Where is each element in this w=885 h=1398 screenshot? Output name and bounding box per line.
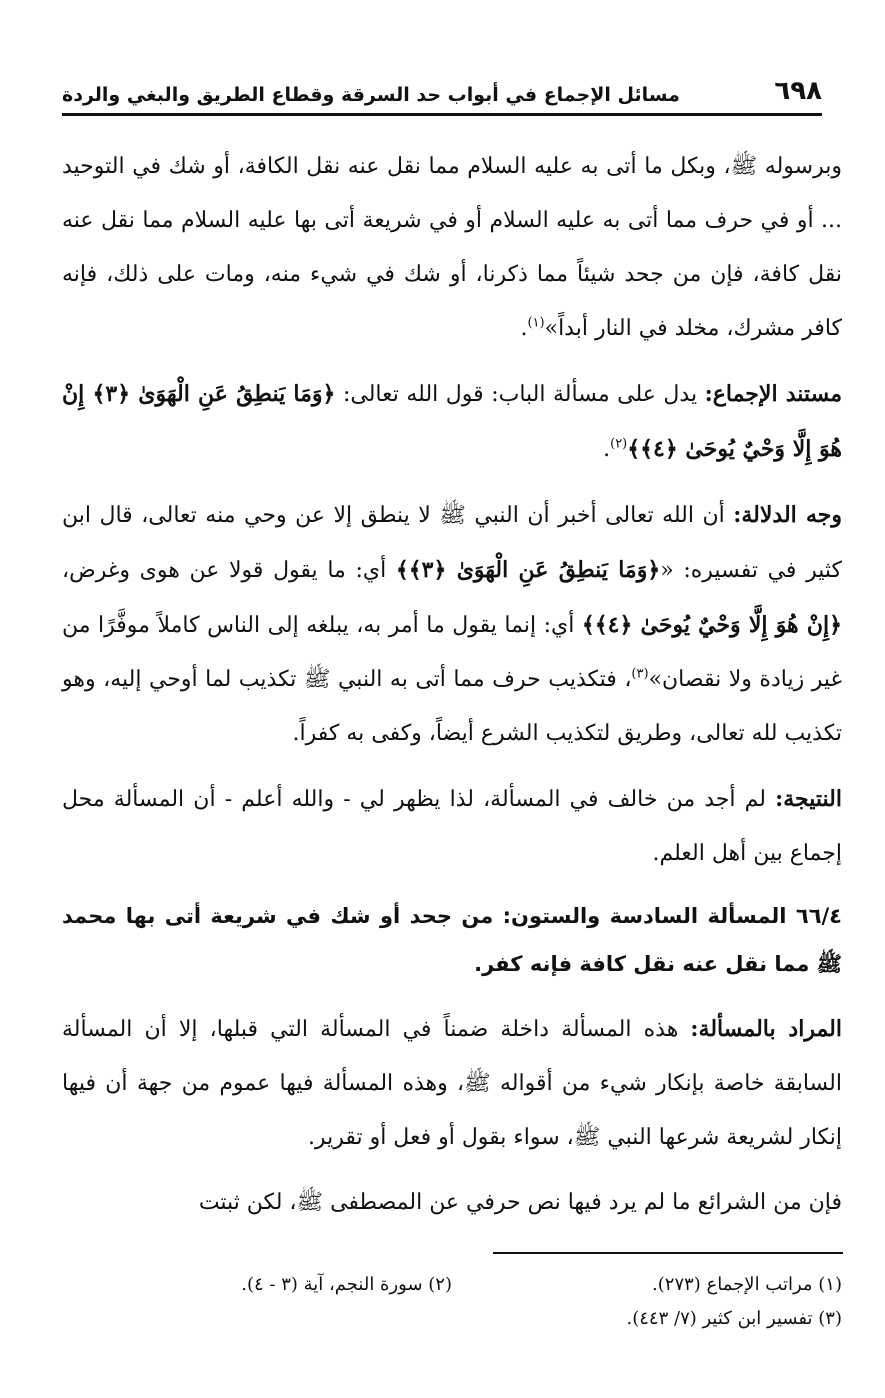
dalala-ayah-2: ﴿إِنْ هُوَ إِلَّا وَحْيٌ يُوحَىٰ ﴿٤﴾﴾ [581,612,842,638]
paragraph-murad [62,1002,842,1165]
mustanad-text: يدل على مسألة الباب: قول الله تعالى: [342,382,698,407]
dalala-label: وجه الدلالة: [733,502,842,528]
footnote-ref-1: (١) [527,315,545,331]
footnote-3: (٣) تفسير ابن كثير (٧/ ٤٤٣). [626,1308,842,1329]
natija-text: لم أجد من خالف في المسألة، لذا يظهر لي - والله أعلم - أن المسألة محل إجماع بين أهل العلم. [62,787,842,866]
paragraph-quote [62,140,842,356]
section-heading: ٦٦/٤ المسألة السادسة والستون: من جحد أو شك في شريعة أتى بها محمد ﷺ مما نقل عنه نقل كافة فإنه كفر. [62,904,842,976]
footnote-row [62,1302,842,1336]
main-text [62,140,842,1241]
quote-end: . [520,316,528,341]
footnote-rule [493,1252,843,1254]
running-title: مسائل الإجماع في أبواب حد السرقة وقطاع الطريق والبغي والردة [62,84,680,106]
mustanad-end: . [603,437,611,462]
paragraph-dalala [62,488,842,761]
paragraph-natija [62,772,842,881]
footnotes [62,1268,842,1336]
last-text: فإن من الشرائع ما لم يرد فيها نص حرفي عن المصطفى ﷺ، لكن ثبتت [198,1190,842,1215]
quote-text: وبرسوله ﷺ، وبكل ما أتى به عليه السلام مما نقل عنه نقل الكافة، أو شك في التوحيد ... أو في حرف مما أتى به عليه السلام أو في شريعة أتى بها عليه السلام مما نقل عنه نقل كافة، فإن من جحد شيئاً مما ذكرنا، أو شك في شيء منه، ومات على ذلك، فإنه كافر مشرك، مخلد في النار أبداً» [62,154,842,341]
dalala-text-3: أي: إنما يقول ما أمر به، يبلغه إلى الناس كاملاً موفَّرًا من غير زيادة ولا نقصان» [62,613,842,692]
footnote-1: (١) مراتب الإجماع (٢٧٣). [652,1274,842,1295]
murad-label: المراد بالمسألة: [690,1016,842,1042]
footnote-ref-3: (٣) [631,666,649,682]
dalala-text-2: أي: ما يقول قولا عن هوى وغرض، [62,558,387,583]
natija-label: النتيجة: [775,786,842,812]
page-header [62,62,822,106]
mustanad-ayah: ﴿وَمَا يَنطِقُ عَنِ الْهَوَىٰ ﴿٣﴾ إِنْ هُوَ إِلَّا وَحْيٌ يُوحَىٰ ﴿٤﴾﴾ [62,381,842,462]
dalala-ayah-1: ﴿وَمَا يَنطِقُ عَنِ الْهَوَىٰ ﴿٣﴾﴾ [395,557,661,583]
footnote-row [62,1268,842,1302]
mustanad-label: مستند الإجماع: [704,381,842,407]
footnote-ref-2: (٢) [610,436,628,452]
dalala-text-1: أن الله تعالى أخبر أن النبي ﷺ لا ينطق إلا عن وحي منه تعالى، قال ابن كثير في تفسيره: « [62,503,842,583]
paragraph-last [62,1176,842,1230]
page-number: ٦٩٨ [774,76,822,106]
paragraph-mustanad [62,367,842,477]
footnote-2: (٢) سورة النجم، آية (٣ - ٤). [241,1274,452,1295]
dalala-text-4: ، فتكذيب حرف مما أتى به النبي ﷺ تكذيب لما أوحي إليه، وهو تكذيب لله تعالى، وطريق لتكذيب الشرع أيضاً، وكفى به كفراً. [62,667,842,746]
header-rule [62,113,822,116]
murad-text: هذه المسألة داخلة ضمناً في المسألة التي قبلها، إلا أن المسألة السابقة خاصة بإنكار شيء من أقواله ﷺ، وهذه المسألة فيها عموم من جهة أن فيها إنكار لشريعة شرعها النبي ﷺ، سواء بقول أو فعل أو تقرير. [62,1017,842,1150]
